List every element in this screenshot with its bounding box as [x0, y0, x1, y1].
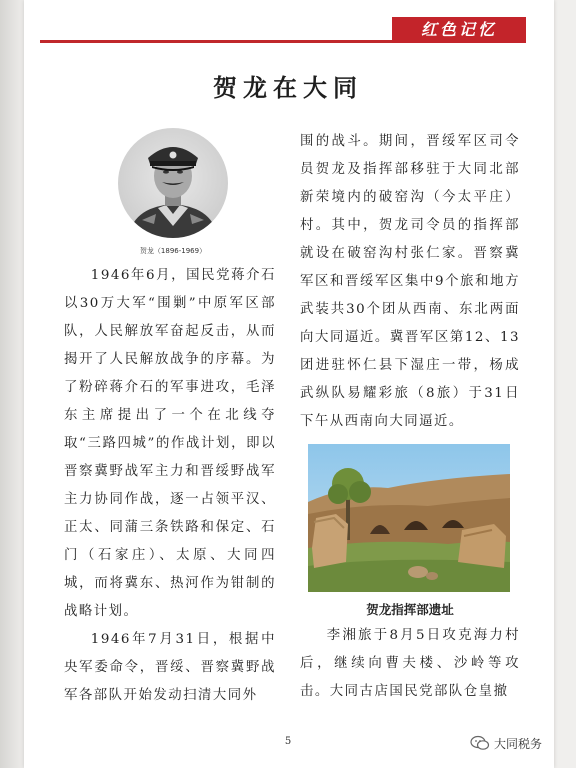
paragraph: 1946年7月31日，根据中央军委命令，晋绥、晋察冀野战军各部队开始发动扫清大同外	[64, 632, 276, 703]
left-column-text	[64, 262, 276, 710]
page-spine-shadow	[0, 0, 24, 768]
wechat-icon	[470, 735, 490, 751]
photo-caption: 贺龙指挥部遗址	[366, 602, 454, 617]
wechat-watermark	[470, 733, 542, 753]
section-tag: 红色记忆	[392, 17, 526, 43]
paragraph: 围的战斗。期间，晋绥军区司令员贺龙及指挥部移驻于大同北部新荣境内的破窑沟（今太平庄）村。其中，贺龙司令员的指挥部就设在破窑沟村张仁家。晋察冀军区和晋绥军区集中9个旅和地方武装共30个团从西南、东北两面向大同逼近。冀晋军区第12、13团进驻怀仁县下湿庄一带，杨成武纵队易耀彩旅（8旅）于31日下午从西南向大同逼近。	[300, 134, 520, 429]
watermark-text: 大同税务	[494, 736, 543, 751]
headquarters-site-photo	[308, 444, 510, 592]
paragraph: 李湘旅于8月5日攻克海力村后，继续向曹夫楼、沙岭等攻击。大同古店国民党部队仓皇撤	[300, 628, 520, 699]
portrait-figure-icon	[118, 128, 228, 238]
cave-dwelling-ruins-icon	[308, 444, 510, 592]
paragraph: 1946年6月，国民党蒋介石以30万大军“围剿”中原军区部队，人民解放军奋起反击，从而揭开了人民解放战争的序幕。为了粉碎蒋介石的军事进攻，毛泽东主席提出了一个在北线夺取“三路四城”的作战计划，即以晋察冀野战军主力和晋绥野战军主力协同作战，逐一占领平汉、正太、同蒲三条铁路和保定、石门（石家庄）、太原、大同四城，而将冀东、热河作为钳制的战略计划。	[64, 268, 276, 619]
portrait-photo	[118, 128, 228, 238]
article-title: 贺龙在大同	[213, 73, 363, 102]
page-number: 5	[284, 736, 292, 747]
right-column-text-bottom	[300, 622, 520, 706]
right-column-text-top	[300, 128, 520, 436]
portrait-caption: 贺龙（1896-1969）	[139, 247, 207, 255]
